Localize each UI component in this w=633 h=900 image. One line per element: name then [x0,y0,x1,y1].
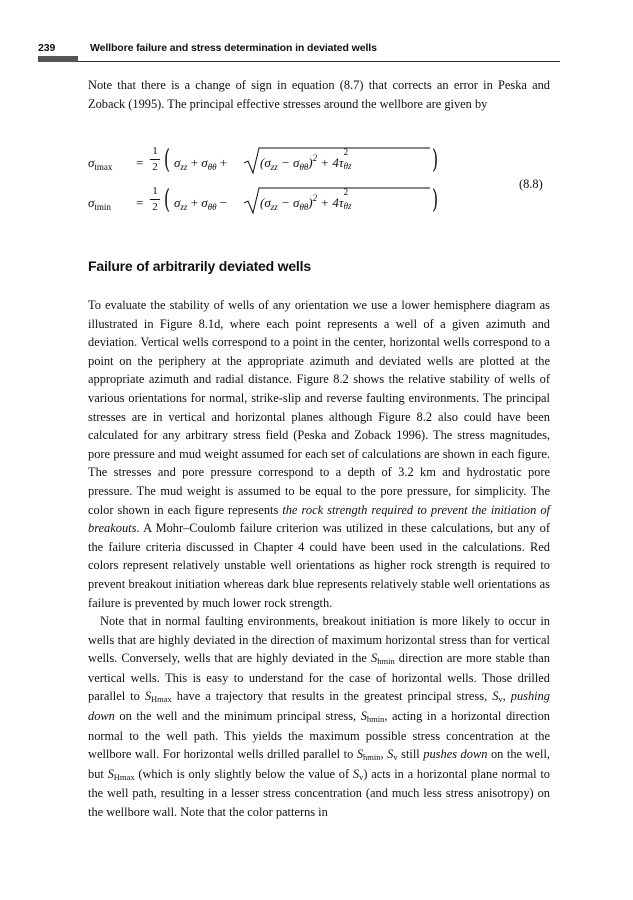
close-paren: ) [432,185,439,215]
half-fraction: 1 2 [150,145,160,174]
paragraph-1: To evaluate the stability of wells of any orientation we use a lower hemisphere diagram as illustrated in Figure 8.1d, where each point represents a well of a given azimuth and deviation. Vertical wells correspond to a point in the center, horizontal wells correspond to a point on the periphery at the appropriate azimuth and deviated wells are plotted at the appropriate azimuth and radial distance. Figure 8.2 shows the relative stability of wells of various orientations for normal, strike-slip and reverse faulting environments. The principal stresses are in vertical and horizontal planes although Figure 8.2 also could have been calculated for any arbitrary stress field (Peska and Zoback 1996). The stress magnitudes, pore pressure and mud weight assumed for each set of calculations are shown in each figure. The stresses and pore pressure correspond to a depth of 3.2 km and hydrostatic pore pressure. The mud weight is assumed to be equal to the pore pressure, for simplicity. The color shown in each figure represents the rock strength required to prevent the initiation of breakouts. A Mohr–Coulomb failure criterion was utilized in these calculations, but any of the failure criteria discussed in Chapter 4 could have been used in the calculations. Red colors represent relatively unstable well orientations as higher rock strength is required to prevent breakout initiation whereas dark blue represents relatively stable well orientations as failure is prevented by much lower rock strength. [88,298,550,610]
header-rule [78,61,560,62]
equation-number: (8.8) [519,177,543,191]
emphasis-pushing-down: pushing down [88,689,550,724]
emphasis-pushes-down: pushes down [423,747,488,762]
emphasis-rock-strength: the rock strength required to prevent the initiation of breakouts [88,502,550,536]
square-root: $(\sigma_{zz} - \sigma_{\theta\theta})^2 + 4\tau$ 2 θz [244,147,430,173]
open-paren: ( [164,145,171,175]
equation-line-tmin [88,185,468,223]
main-body [88,296,550,822]
intro-paragraph [88,76,550,113]
sum-terms: $\sigma_{zz} + \sigma_{\theta\theta}$ − [174,195,228,212]
lhs-tmin: $\sigma_{tmin}$ [88,195,111,212]
equals-sign: = [136,195,144,210]
equation-8-8 [88,145,550,225]
section-heading: Failure of arbitrarily deviated wells [88,258,311,274]
equation-line-tmax [88,145,468,183]
half-fraction: 1 2 [150,185,160,214]
close-paren: ) [432,145,439,175]
intro-text: Note that there is a change of sign in equation (8.7) that corrects an error in Peska and Zoback (1995). The principal effective stresses around the wellbore are given by [88,78,550,111]
paragraph-2: Note that in normal faulting environments, breakout initiation is more likely to occur in wells that are highly deviated in the direction of maximum horizontal stress than for vertical wells. Conversely, wells that are highly deviated in the Shmin direction are more stable than vertical wells. This is easy to understand for the case of horizontal wells. Those drilled parallel to SHmax have a trajectory that results in the greatest principal stress, Sv, pushing down on the well and the minimum principal stress, Shmin, acting in a horizontal direction normal to the well path. This yields the maximum possible stress concentration at the wellbore wall. For horizontal wells drilled parallel to Shmin, Sv still pushes down on the well, but SHmax (which is only slightly below the value of Sv) acts in a horizontal plane normal to the well path, resulting in a lesser stress concentration (and much less stress anisotropy) on the wellbore wall. Note that the color patterns in [88,614,550,820]
sum-terms: $\sigma_{zz} + \sigma_{\theta\theta}$ + [174,155,228,172]
equals-sign: = [136,155,144,170]
open-paren: ( [164,185,171,215]
page-number: 239 [38,42,56,54]
square-root: $(\sigma_{zz} - \sigma_{\theta\theta})^2 + 4\tau$ 2 θz [244,187,430,213]
running-title: Wellbore failure and stress determination in deviated wells [90,42,377,54]
lhs-tmax: $\sigma_{tmax}$ [88,155,113,172]
header-bar [38,56,78,62]
running-header [38,42,560,62]
